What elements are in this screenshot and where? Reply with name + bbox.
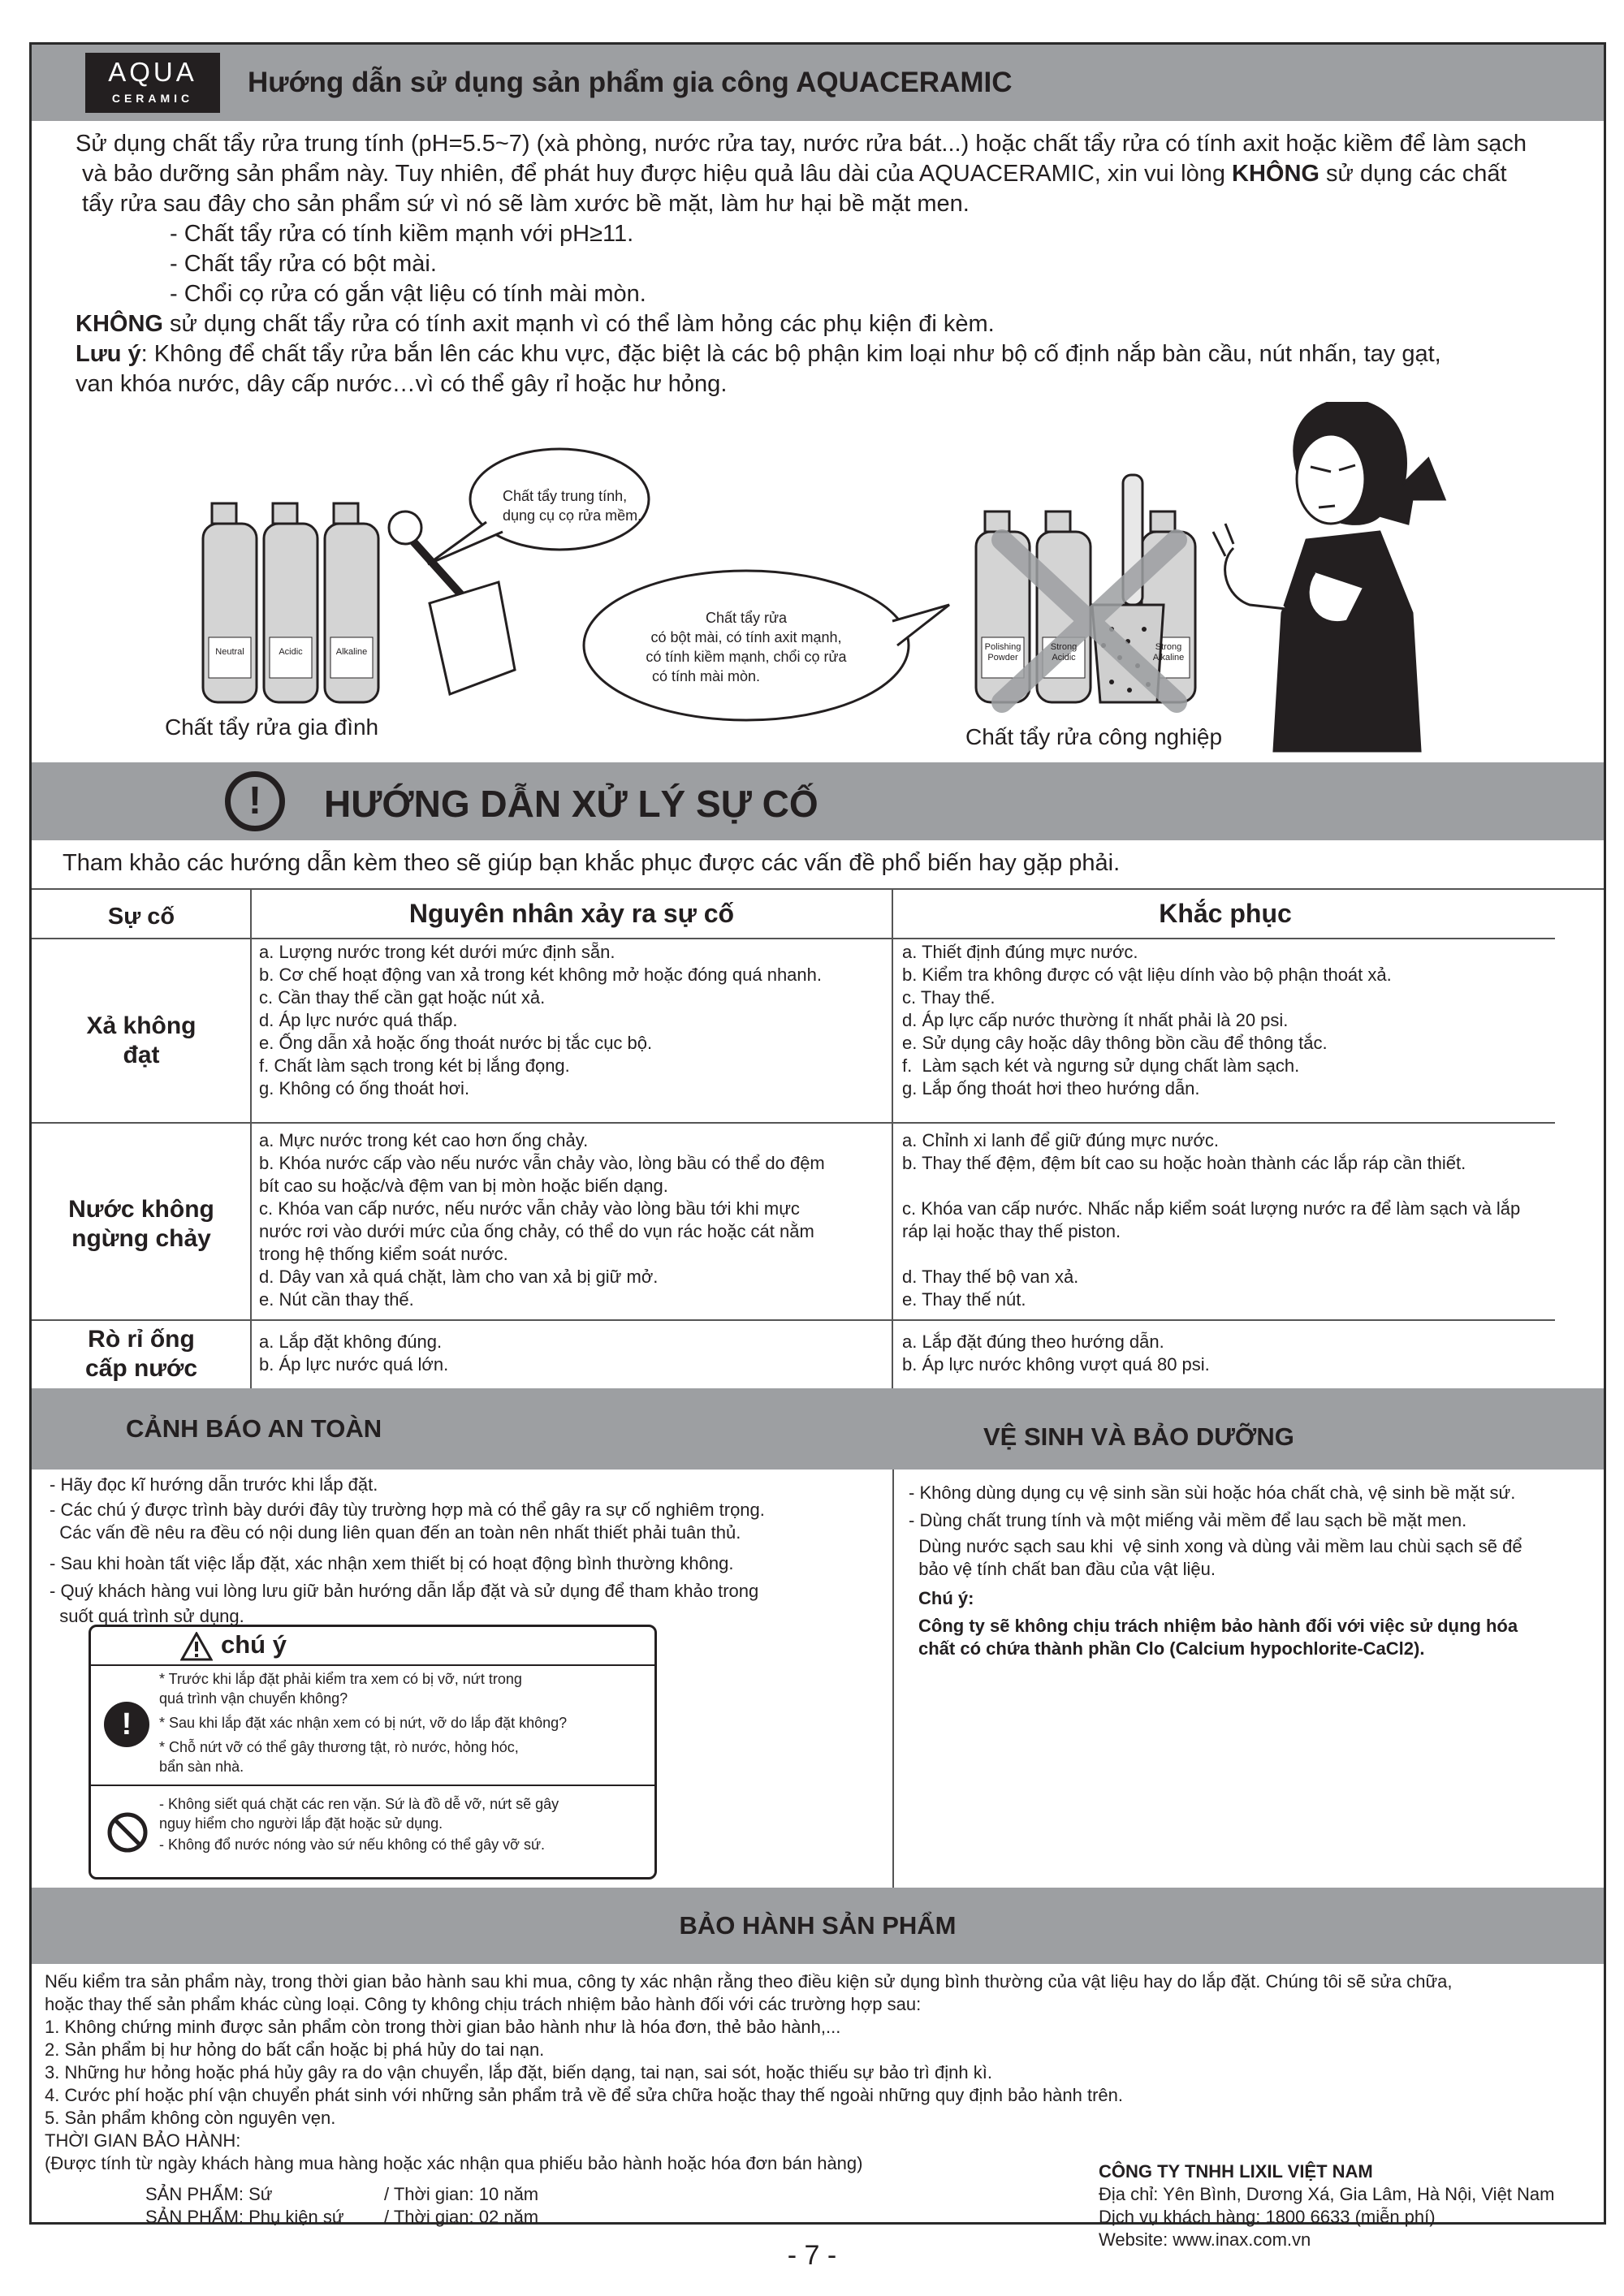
- cause-line: c. Cần thay thế cần gạt hoặc nút xả.: [259, 987, 546, 1008]
- issue-label: Rò rỉ ống: [88, 1326, 195, 1353]
- cleaning-note-line: chất có chứa thành phần Clo (Calcium hypochlorite-CaCl2).: [918, 1638, 1425, 1659]
- caption-industrial: Chất tẩy rửa công nghiệp: [965, 724, 1223, 749]
- safety-item: - Hãy đọc kĩ hướng dẫn trước khi lắp đặt.: [50, 1474, 378, 1495]
- cleaning-note-line: Công ty sẽ không chịu trách nhiệm bảo hành đối với việc sử dụng hóa: [918, 1616, 1518, 1636]
- warranty-line: 4. Cước phí hoặc phí vận chuyển phát sinh với những sản phẩm trả về để sửa chữa hoặc thay thế ngoài những quy định bảo hành trên.: [45, 2085, 1124, 2105]
- warranty-title: BẢO HÀNH SẢN PHẨM: [679, 1911, 957, 1940]
- bottle-label: Strong Acidic: [1050, 642, 1078, 662]
- fix-line: d. Áp lực cấp nước thường ít nhất phải là 20 psi.: [902, 1010, 1289, 1030]
- issue-label: Xả không: [86, 1012, 197, 1039]
- fix-line: e. Sử dụng cây hoặc dây thông bồn cầu để thông tắc.: [902, 1033, 1328, 1053]
- issue-label: đạt: [123, 1042, 160, 1068]
- bubble-mid-line-4: có tính mài mòn.: [652, 668, 761, 684]
- company-hotline: Dịch vụ khách hàng: 1800 6633 (miễn phí): [1099, 2207, 1436, 2227]
- safety-item: - Quý khách hàng vui lòng lưu giữ bản hướng dẫn lắp đặt và sử dụng để tham khảo trong: [50, 1581, 759, 1601]
- caution-title: chú ý: [221, 1630, 287, 1659]
- bottle-label: Alkaline: [335, 647, 368, 657]
- troubleshoot-title: HƯỚNG DẪN XỬ LÝ SỰ CỐ: [324, 783, 818, 825]
- cause-line: nước rơi vào dưới mức của ống chảy, có thể do vụn rác hoặc cát nằm: [259, 1221, 814, 1241]
- page-number: - 7 -: [787, 2240, 837, 2271]
- cause-line: e. Ống dẫn xả hoặc ống thoát nước bị tắc cục bộ.: [259, 1033, 653, 1053]
- cause-line: a. Lắp đặt không đúng.: [259, 1331, 443, 1352]
- usage-bullet: - Chổi cọ rửa có gắn vật liệu có tính mài mòn.: [170, 281, 646, 307]
- usage-intro-line-3: tẩy rửa sau đây cho sản phẩm sứ vì nó sẽ làm xước bề mặt, làm hư hại bề mặt men.: [76, 191, 970, 217]
- warranty-line: THỜI GIAN BẢO HÀNH:: [45, 2130, 241, 2151]
- caution-box: [89, 1625, 657, 1880]
- prohibit-item: nguy hiểm cho người lắp đặt hoặc sử dụng.: [159, 1815, 443, 1832]
- exclamation-icon: !: [225, 771, 285, 831]
- caption-household: Chất tẩy rửa gia đình: [165, 714, 379, 740]
- usage-bullet: - Chất tẩy rửa có bột mài.: [170, 251, 437, 277]
- safety-title: CẢNH BÁO AN TOÀN: [126, 1414, 382, 1443]
- fix-line: a. Chỉnh xi lanh để giữ đúng mực nước.: [902, 1130, 1220, 1150]
- cause-line: b. Khóa nước cấp vào nếu nước vẫn chảy vào, lòng bầu có thể do đệm: [259, 1153, 825, 1173]
- cause-line: b. Cơ chế hoạt động van xả trong két không mở hoặc đóng quá nhanh.: [259, 965, 822, 985]
- caution-item: quá trình vận chuyển không?: [159, 1690, 348, 1707]
- bubble-mid-line-2: có bột mài, có tính axit mạnh,: [650, 629, 842, 645]
- page-frame: [29, 42, 1606, 2250]
- fix-line: a. Thiết định đúng mực nước.: [902, 942, 1138, 962]
- cause-line: d. Dây van xả quá chặt, làm cho van xả bị giữ mở.: [259, 1267, 659, 1287]
- col-issue-header: Sự cố: [107, 904, 175, 930]
- bottle-label: Acidic: [279, 647, 303, 657]
- cause-line: c. Khóa van cấp nước, nếu nước vẫn chảy vào lòng bầu tới khi mực: [259, 1198, 800, 1219]
- cause-line: g. Không có ống thoát hơi.: [259, 1078, 470, 1098]
- fix-line: b. Thay thế đệm, đệm bít cao su hoặc hoàn thành các lắp ráp cần thiết.: [902, 1153, 1466, 1173]
- warranty-line: 5. Sản phẩm không còn nguyên vẹn.: [45, 2108, 336, 2128]
- fix-line: b. Áp lực nước không vượt quá 80 psi.: [902, 1354, 1210, 1375]
- bottle-label: Neutral: [215, 647, 244, 657]
- warranty-line: hoặc thay thế sản phẩm khác cùng loại. Công ty không chịu trách nhiệm bảo hành đối với các trường hợp sau:: [45, 1994, 922, 2014]
- company-address: Địa chỉ: Yên Bình, Dương Xá, Gia Lâm, Hà Nội, Việt Nam: [1099, 2184, 1555, 2204]
- usage-intro-line-1: Sử dụng chất tẩy rửa trung tính (pH=5.5~7) (xà phòng, nước rửa tay, nước rửa bát...) hoặc chất tẩy rửa có tính axit hoặc kiềm để làm sạch: [76, 131, 1527, 157]
- fix-line: c. Thay thế.: [902, 987, 996, 1008]
- prohibited-icon: [106, 1810, 149, 1854]
- fix-line: e. Thay thế nút.: [902, 1289, 1026, 1310]
- bubble-left-line-2: dụng cụ cọ rửa mềm.: [503, 507, 642, 524]
- cleaning-item: bảo vệ tính chất ban đầu của vật liệu.: [909, 1559, 1216, 1579]
- warranty-product: SẢN PHẨM: Sứ: [145, 2184, 273, 2204]
- fix-line: f. Làm sạch két và ngưng sử dụng chất làm sạch.: [902, 1055, 1300, 1076]
- bottle-label: Strong Alkaline: [1152, 642, 1185, 662]
- fix-line: b. Kiểm tra không được có vật liệu dính vào bộ phận thoát xả.: [902, 965, 1392, 985]
- bubble-mid-line-3: có tính kiềm mạnh, chổi cọ rửa: [646, 649, 847, 665]
- usage-note-line-1: Lưu ý: Không để chất tẩy rửa bắn lên các khu vực, đặc biệt là các bộ phận kim loại như bộ cố định nắp bàn cầu, nút nhấn, tay gạt,: [76, 341, 1441, 367]
- cause-line: a. Lượng nước trong két dưới mức định sẵn.: [259, 942, 615, 962]
- usage-intro-line-2: và bảo dưỡng sản phẩm này. Tuy nhiên, để phát huy được hiệu quả lâu dài của AQUACERAMIC, xin vui lòng KHÔNG sử dụng các chất: [76, 161, 1507, 187]
- warranty-line: 1. Không chứng minh được sản phẩm còn trong thời gian bảo hành như là hóa đơn, thẻ bảo hành,...: [45, 2017, 841, 2037]
- aqua-ceramic-logo: AQUA CERAMIC: [85, 53, 220, 113]
- safety-item: suốt quá trình sử dụng.: [50, 1606, 244, 1626]
- cleaning-title: VỆ SINH VÀ BẢO DƯỠNG: [983, 1422, 1294, 1451]
- fix-line: a. Lắp đặt đúng theo hướng dẫn.: [902, 1331, 1164, 1352]
- usage-bullet: - Chất tẩy rửa có tính kiềm mạnh với pH≥11.: [170, 221, 634, 247]
- page-title: Hướng dẫn sử dụng sản phẩm gia công AQUACERAMIC: [248, 67, 1013, 98]
- fix-line: ráp lại hoặc thay thế piston.: [902, 1221, 1121, 1241]
- prohibit-item: - Không siết quá chặt các ren vặn. Sứ là đồ dễ vỡ, nứt sẽ gây: [159, 1796, 559, 1812]
- fix-line: d. Thay thế bộ van xả.: [902, 1267, 1079, 1287]
- bubble-left-line-1: Chất tẩy trung tính,: [503, 488, 628, 504]
- woman-figure: [1213, 402, 1445, 751]
- usage-note-line-2: van khóa nước, dây cấp nước…vì có thể gây rỉ hoặc hư hỏng.: [76, 371, 728, 397]
- caution-item: * Trước khi lắp đặt phải kiểm tra xem có bị vỡ, nứt trong: [159, 1671, 522, 1687]
- cause-line: bít cao su hoặc/và đệm van bị mòn hoặc biến dạng.: [259, 1176, 668, 1196]
- safety-item: Các vấn đề nêu ra đều có nội dung liên quan đến an toàn nên nhất thiết phải tuân thủ.: [50, 1522, 741, 1543]
- caution-item: * Chỗ nứt vỡ có thể gây thương tật, rò nước, hỏng hóc,: [159, 1739, 519, 1755]
- warranty-line: (Được tính từ ngày khách hàng mua hàng hoặc xác nhận qua phiếu bảo hành hoặc hóa đơn bán hàng): [45, 2153, 863, 2173]
- cleaning-item: Dùng nước sạch sau khi vệ sinh xong và dùng vải mềm lau chùi sạch sẽ để: [909, 1536, 1522, 1556]
- cleaning-item: - Dùng chất trung tính và một miếng vải mềm để lau sạch bề mặt men.: [909, 1510, 1467, 1530]
- exclamation-circle-icon: !: [104, 1702, 149, 1747]
- company-website: Website: www.inax.com.vn: [1099, 2229, 1311, 2250]
- company-name: CÔNG TY TNHH LIXIL VIỆT NAM: [1099, 2161, 1373, 2182]
- warning-triangle-icon: [180, 1632, 213, 1661]
- safety-item: - Sau khi hoàn tất việc lắp đặt, xác nhận xem thiết bị có hoạt động bình thường không.: [50, 1553, 734, 1573]
- issue-label: cấp nước: [84, 1355, 198, 1382]
- bubble-mid-line-1: Chất tẩy rửa: [705, 610, 788, 626]
- cleaning-note-label: Chú ý:: [918, 1588, 974, 1608]
- cause-line: b. Áp lực nước quá lớn.: [259, 1354, 449, 1375]
- cause-line: d. Áp lực nước quá thấp.: [259, 1010, 458, 1030]
- prohibit-item: - Không đổ nước nóng vào sứ nếu không có thể gây vỡ sứ.: [159, 1836, 546, 1853]
- col-cause-header: Nguyên nhân xảy ra sự cố: [408, 899, 735, 928]
- household-bottles: [203, 503, 378, 702]
- usage-warning: KHÔNG sử dụng chất tẩy rửa có tính axit mạnh vì có thể làm hỏng các phụ kiện đi kèm.: [76, 311, 995, 337]
- warranty-line: Nếu kiểm tra sản phẩm này, trong thời gian bảo hành sau khi mua, công ty xác nhận rằng theo điều kiện sử dụng bình thường của vật liệu hay do lắp đặt. Chúng tôi sẽ sửa chữa,: [45, 1971, 1453, 1992]
- cause-line: e. Nút cần thay thế.: [259, 1289, 414, 1310]
- cleaning-item: - Không dùng dụng cụ vệ sinh sần sùi hoặc hóa chất chà, vệ sinh bề mặt sứ.: [909, 1482, 1516, 1503]
- col-fix-header: Khắc phục: [1159, 899, 1292, 928]
- issue-label: Nước không: [68, 1196, 214, 1223]
- cause-line: trong hệ thống kiểm soát nước.: [259, 1244, 508, 1264]
- warranty-product: SẢN PHẨM: Phụ kiện sứ: [145, 2207, 344, 2227]
- warranty-line: 2. Sản phẩm bị hư hỏng do bất cẩn hoặc bị phá hủy do tai nạn.: [45, 2039, 545, 2060]
- warranty-period: / Thời gian: 02 năm: [384, 2207, 539, 2227]
- fix-line: c. Khóa van cấp nước. Nhấc nắp kiểm soát lượng nước ra để làm sạch và lắp: [902, 1198, 1521, 1219]
- cause-line: a. Mực nước trong két cao hơn ống chảy.: [259, 1130, 589, 1150]
- troubleshoot-intro: Tham khảo các hướng dẫn kèm theo sẽ giúp bạn khắc phục được các vấn đề phổ biến hay gặp phải.: [63, 850, 1121, 876]
- fix-line: g. Lắp ống thoát hơi theo hướng dẫn.: [902, 1078, 1200, 1098]
- caution-item: * Sau khi lắp đặt xác nhận xem có bị nứt, vỡ do lắp đặt không?: [159, 1715, 568, 1731]
- warranty-period: / Thời gian: 10 năm: [384, 2184, 539, 2204]
- bottle-label: Polishing Powder: [984, 642, 1021, 662]
- soft-sponge: [389, 511, 515, 694]
- issue-label: ngừng chảy: [71, 1225, 211, 1252]
- cause-line: f. Chất làm sạch trong két bị lắng đọng.: [259, 1055, 570, 1076]
- caution-item: bẩn sàn nhà.: [159, 1759, 244, 1775]
- warranty-line: 3. Những hư hỏng hoặc phá hủy gây ra do vận chuyển, lắp đặt, biến dạng, tai nạn, sai sót, hoặc thiếu sự bảo trì định kì.: [45, 2062, 992, 2082]
- safety-item: - Các chú ý được trình bày dưới đây tùy trường hợp mà có thể gây ra sự cố nghiêm trọng.: [50, 1500, 765, 1520]
